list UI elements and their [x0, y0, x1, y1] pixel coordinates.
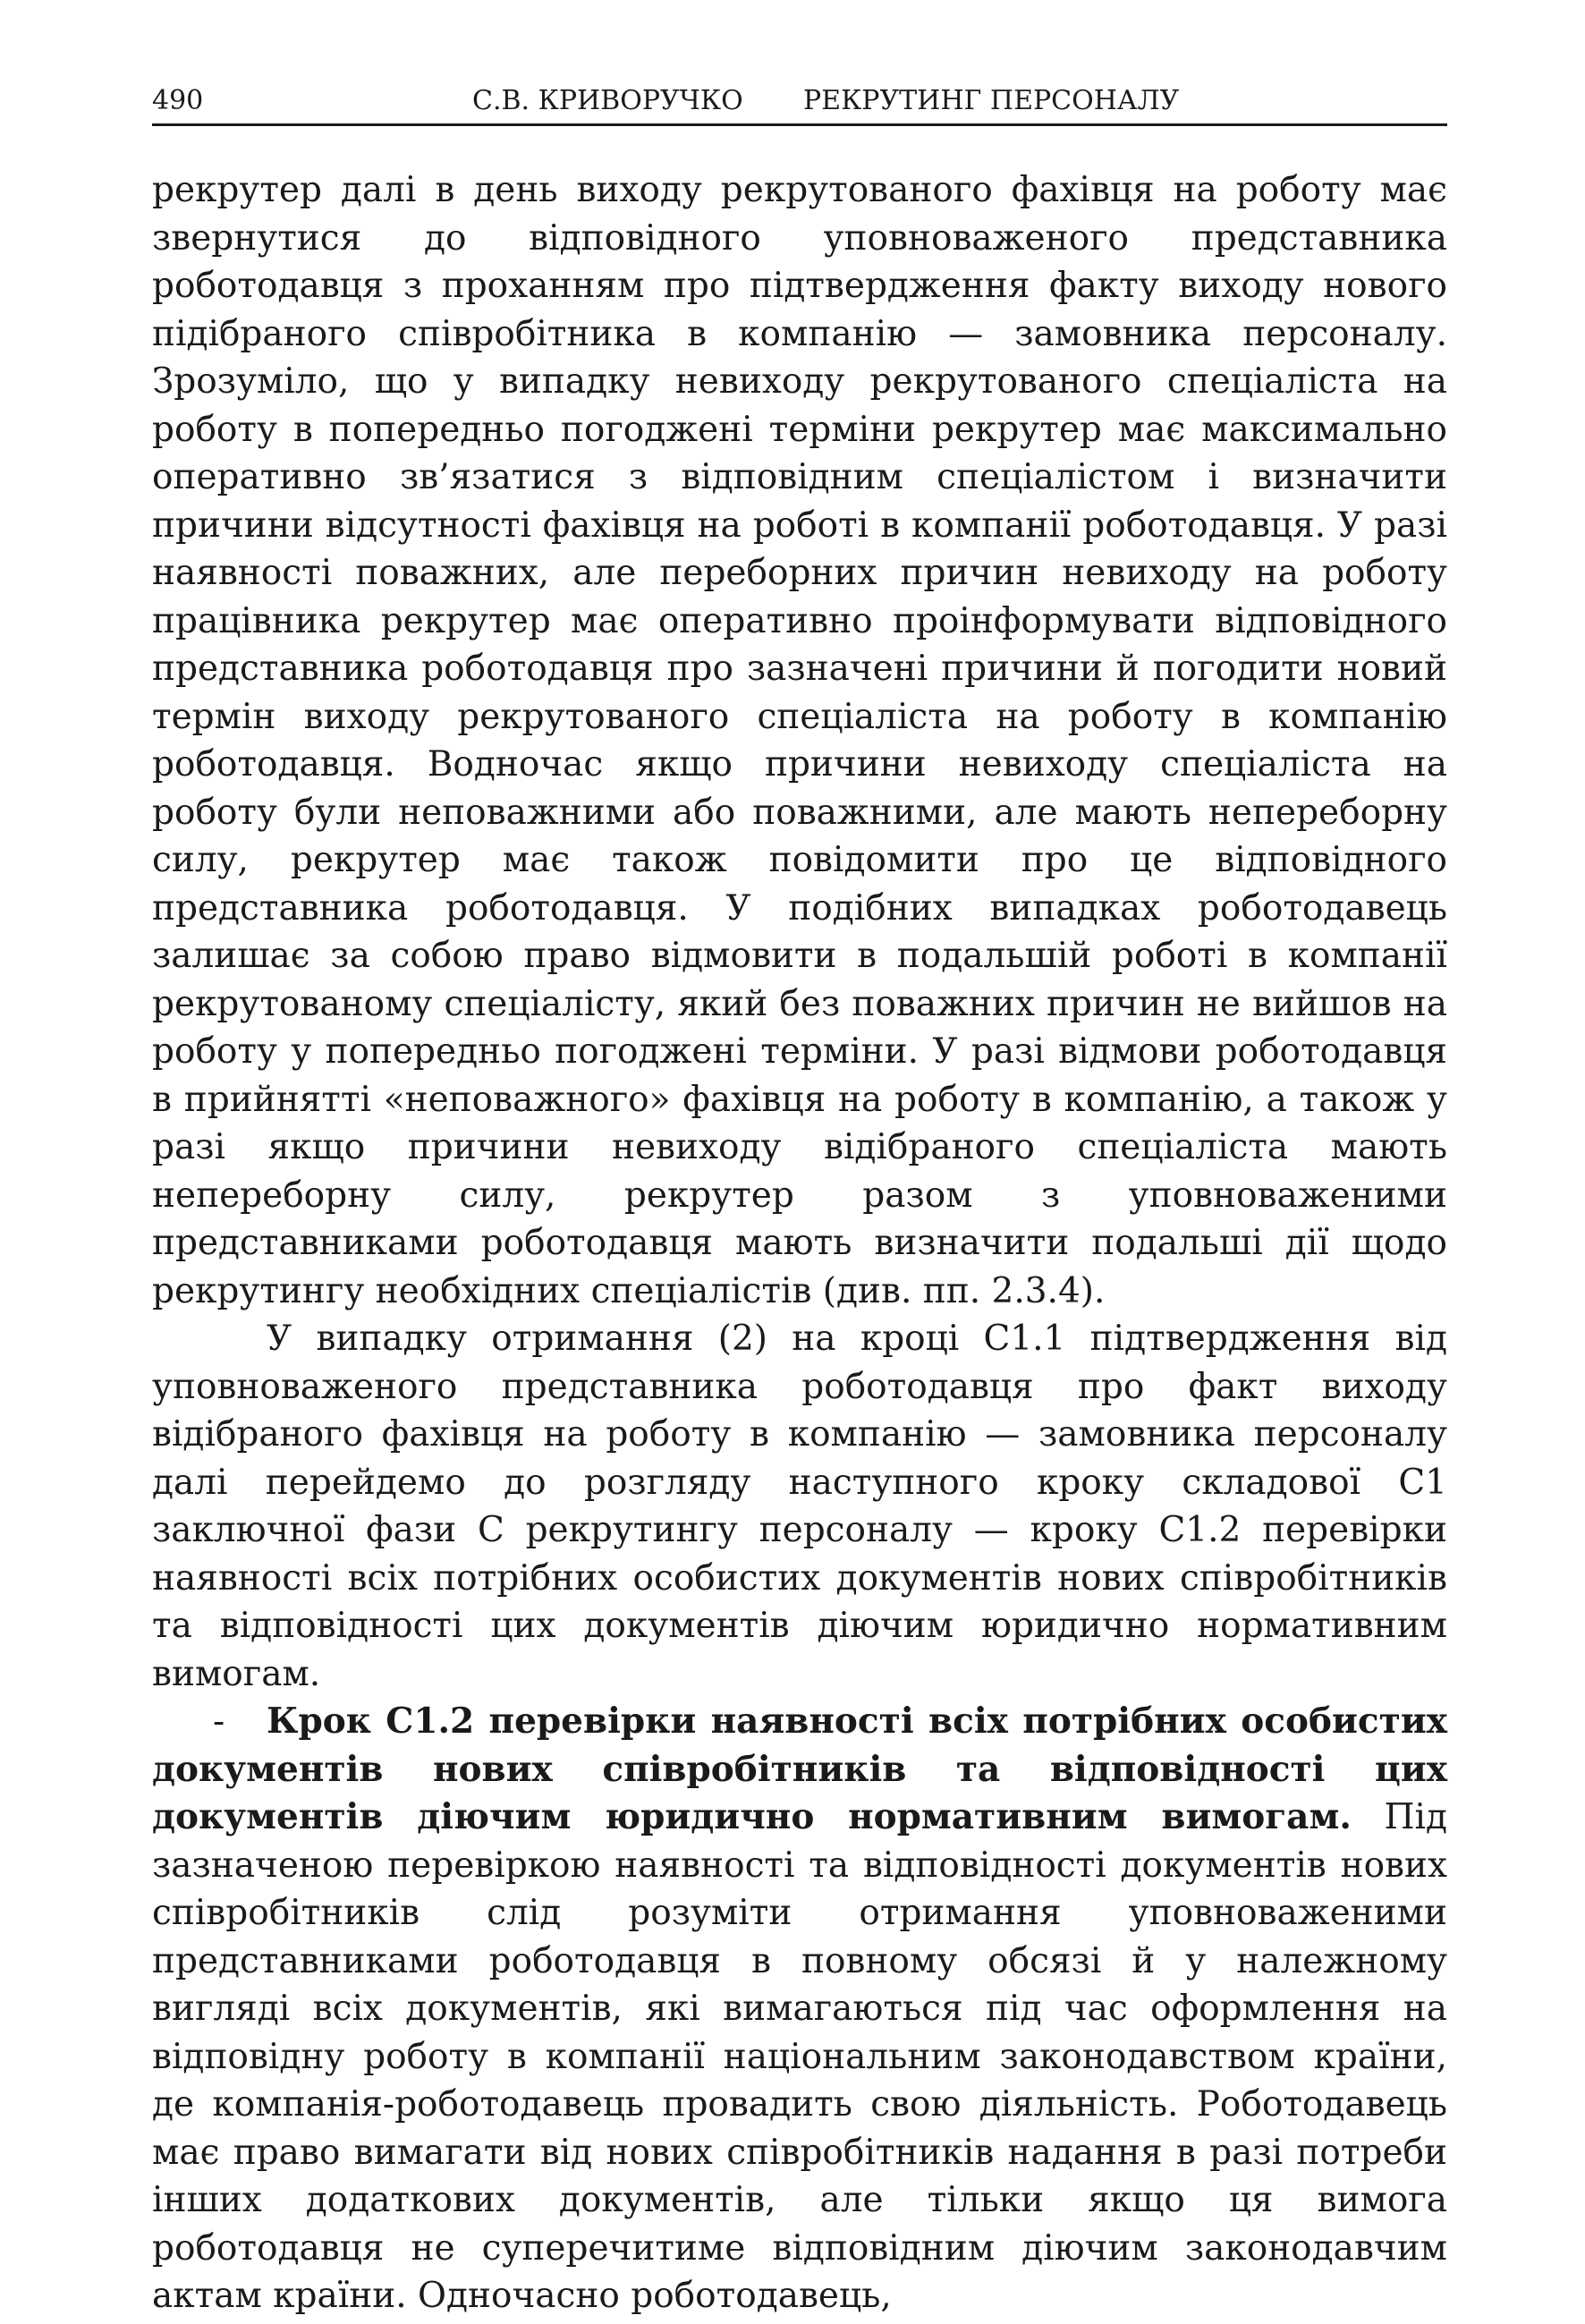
list-dash: - [213, 1701, 225, 1742]
page-number: 490 [152, 85, 204, 116]
running-header [152, 79, 1447, 126]
paragraph-step-intro: У випадку отримання (2) на кроці С1.1 підтвердження від уповноваженого представника роботодавця про факт виходу відібраного фахівця на роботу в компанію — замовника персоналу далі перейдемо до розгляду наступного кроку складової С1 заключної фази С рекрутингу персоналу — кроку С1.2 перевірки наявності всіх потрібних особистих документів нових співробітників та відповідності цих документів діючим юридично нормативним вимогам. [152, 1319, 1447, 1694]
paragraph-step-c1-2 [152, 1698, 1447, 2320]
step-body-text: Під зазначеною перевіркою наявності та відповідності документів нових співробітників слід розуміти отримання уповноваженими представниками роботодавця в повному обсязі й у належному вигляді всіх документів, які вимагаються під час оформлення на відповідну роботу в компанії національним законодавством країни, де компанія-роботодавець провадить свою діяльність. Роботодавець має право вимагати від нових співробітників надання в разі потреби інших додаткових документів, але тільки якщо ця вимога роботодавця не суперечитиме відповідним діючим законодавчим актам країни. Одночасно роботодавець, [152, 1797, 1447, 2316]
header-book-title: РЕКРУТИНГ ПЕРСОНАЛУ [803, 85, 1180, 116]
step-heading: Крок С1.2 перевірки наявності всіх потрібних особистих документів нових співробітників та відповідності цих документів діючим юридично нормативним вимогам. [152, 1701, 1447, 1837]
paragraph-continued: рекрутер далі в день виходу рекрутованого фахівця на роботу має звернутися до відповідного уповноваженого представника роботодавця з проханням про підтвердження факту виходу нового підібраного співробітника в компанію — замовника персоналу. Зрозуміло, що у випадку невиходу рекрутованого спеціаліста на роботу в попередньо погоджені терміни рекрутер має максимально оперативно зв’язатися з відповідним спеціалістом і визначити причини відсутності фахівця на роботі в компанії роботодавця. У разі наявності поважних, але переборних причин невиходу на роботу працівника рекрутер має оперативно проінформувати відповідного представника роботодавця про зазначені причини й погодити новий термін виходу рекрутованого спеціаліста на роботу в компанію роботодавця. Водночас якщо причини невиходу спеціаліста на роботу були неповажними або поважними, але мають непереборну силу, рекрутер має також повідомити про це відповідного представника роботодавця. У подібних випадках роботодавець залишає за собою право відмовити в подальшій роботі в компанії рекрутованому спеціалісту, який без поважних причин не вийшов на роботу у попередньо погоджені терміни. У разі відмови роботодавця в прийнятті «неповажного» фахівця на роботу в компанію, а також у разі якщо причини невиходу відібраного спеціаліста мають непереборну силу, рекрутер разом з уповноваженими представниками роботодавця мають визначити подальші дії щодо рекрутингу необхідних спеціалістів (див. пп. 2.3.4). [152, 170, 1447, 1311]
page-body [152, 166, 1447, 2320]
header-author: С.В. КРИВОРУЧКО [472, 85, 743, 116]
